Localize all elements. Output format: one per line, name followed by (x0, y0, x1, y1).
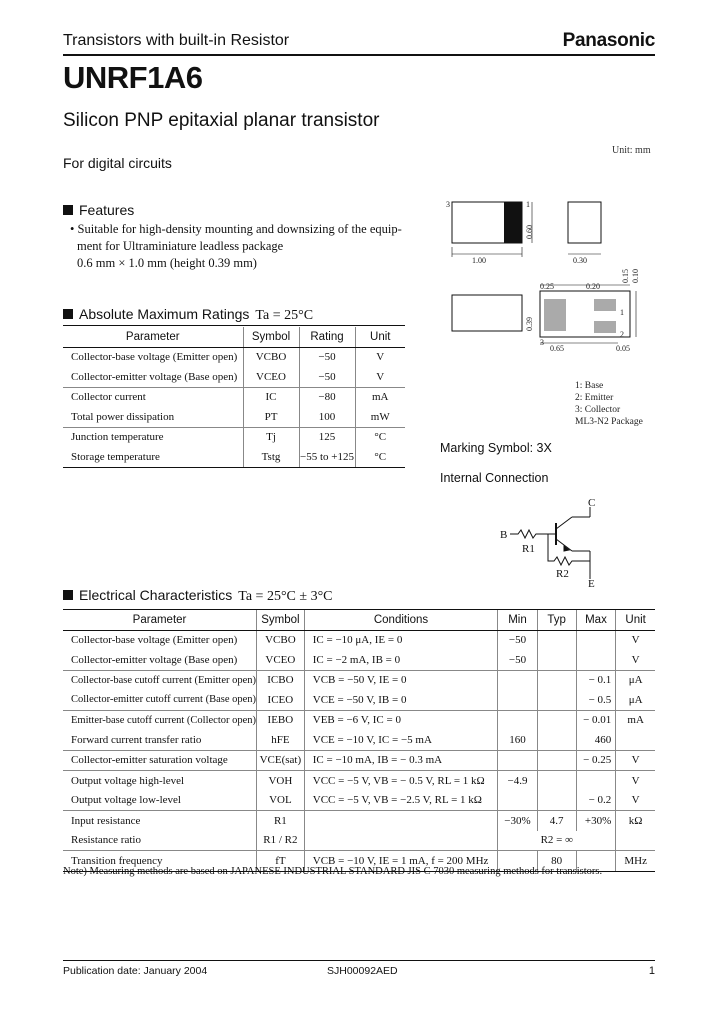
cell-conditions: VCC = −5 V, VB = −2.5 V, RL = 1 kΩ (304, 791, 498, 811)
r2-label: R2 (556, 568, 569, 580)
cell-param: Collector-emitter cutoff current (Base open) (71, 694, 257, 706)
cell-conditions: IC = −10 mA, IB = − 0.3 mA (304, 750, 498, 771)
cell-min (498, 710, 537, 730)
pad-1 (544, 299, 566, 331)
section-bullet-icon (63, 205, 73, 215)
cell-conditions: VCE = −10 V, IC = −5 mA (304, 730, 498, 750)
cell-symbol: VOH (257, 771, 305, 791)
ec-header-symbol: Symbol (257, 610, 305, 630)
cell-symbol: VOL (257, 791, 305, 811)
cell-min: −50 (498, 650, 537, 670)
features-title-text: Features (79, 202, 135, 218)
table-row (63, 347, 405, 367)
cell-typ (537, 710, 576, 730)
dim-pin-height-b: 0.10 (631, 269, 640, 283)
cell-typ (537, 771, 576, 791)
svg-text:3: 3 (446, 200, 450, 209)
table-row (63, 710, 655, 730)
application-text: For digital circuits (63, 155, 172, 171)
cell-symbol: IEBO (257, 710, 305, 730)
cell-unit: mA (616, 710, 655, 730)
cell-conditions (304, 811, 498, 831)
cell-typ: 4.7 (537, 811, 576, 831)
section-bullet-icon (63, 309, 73, 319)
dim-pad-span: 0.65 (550, 344, 564, 353)
cell-min: 160 (498, 730, 537, 750)
pin-legend-1: 1: Base (575, 381, 604, 391)
cell-min (498, 791, 537, 811)
cell-symbol: Tj (243, 427, 299, 447)
amr-table (63, 327, 405, 468)
amr-header-symbol: Symbol (243, 327, 299, 347)
cell-typ (537, 730, 576, 750)
cell-param: Collector-base voltage (Emitter open) (71, 351, 238, 364)
cell-rating: −55 to +125 (299, 447, 355, 467)
cell-param: Forward current transfer ratio (71, 733, 202, 746)
package-drawing (440, 195, 660, 355)
ec-header-max: Max (576, 610, 616, 630)
dim-pad-pitch: 0.20 (586, 282, 600, 291)
cell-symbol: Tstg (243, 447, 299, 467)
dim-side-width: 0.30 (573, 256, 587, 265)
pin-legend-2: 2: Emitter (575, 393, 614, 403)
cell-typ: 80 (537, 851, 576, 872)
package-side-view (452, 295, 522, 331)
r1-label: R1 (522, 543, 535, 555)
cell-unit: °C (355, 447, 405, 467)
cell-unit: V (355, 347, 405, 367)
cell-max (576, 630, 616, 650)
cell-unit: kΩ (616, 811, 655, 831)
cell-max: +30% (576, 811, 616, 831)
ec-title-text: Electrical Characteristics (79, 587, 233, 603)
feature-line-3: 0.6 mm × 1.0 mm (height 0.39 mm) (77, 256, 257, 270)
cell-param: Collector-emitter voltage (Base open) (71, 370, 238, 383)
cell-conditions (304, 831, 498, 851)
cell-max: − 0.2 (576, 791, 616, 811)
table-row (63, 690, 655, 710)
pin-legend (575, 380, 643, 428)
internal-connection-title: Internal Connection (440, 471, 549, 485)
dim-width-top: 1.00 (472, 256, 486, 265)
ec-table (63, 610, 655, 872)
ec-header-min: Min (498, 610, 537, 630)
publication-date: Publication date: January 2004 (63, 965, 208, 977)
cell-param: Junction temperature (63, 427, 243, 447)
cell-param: Collector-base cutoff current (Emitter open) (63, 670, 257, 690)
cell-symbol: ICEO (257, 690, 305, 710)
svg-text:1: 1 (620, 308, 624, 317)
cell-param: Output voltage high-level (63, 771, 257, 791)
table-row (63, 447, 405, 467)
cell-unit: V (616, 750, 655, 771)
cell-conditions: IC = −2 mA, IB = 0 (304, 650, 498, 670)
cell-conditions: VCE = −50 V, IB = 0 (304, 690, 498, 710)
feature-line-1: Suitable for high-density mounting and downsizing of the equip- (77, 222, 402, 236)
footer-rule (63, 960, 655, 961)
cell-max: − 0.5 (576, 690, 616, 710)
cell-max: − 0.01 (576, 710, 616, 730)
table-row (63, 650, 655, 670)
cell-param: Collector-base voltage (Emitter open) (71, 634, 238, 647)
cell-symbol: fT (257, 851, 305, 872)
svg-text:3: 3 (540, 338, 544, 347)
cell-symbol: VCBO (243, 347, 299, 367)
cell-typ (537, 750, 576, 771)
package-end-view (568, 202, 601, 243)
ec-header-conditions: Conditions (304, 610, 498, 630)
cell-param: Output voltage low-level (71, 794, 181, 807)
cell-typ (537, 791, 576, 811)
measurement-note: Note) Measuring methods are based on JAPANESE INDUSTRIAL STANDARD JIS C 7030 measuring methods for transistors. (63, 866, 603, 877)
amr-title (63, 306, 313, 324)
cell-min: −50 (498, 630, 537, 650)
cell-typ: R2 = ∞ (498, 831, 616, 851)
internal-connection-schematic (490, 495, 620, 587)
cell-param: Collector-emitter saturation voltage (63, 750, 257, 771)
cell-unit: μA (616, 690, 655, 710)
amr-header-unit: Unit (355, 327, 405, 347)
cell-unit: mW (355, 407, 405, 427)
cell-unit: V (616, 630, 655, 650)
ec-condition: Ta = 25°C ± 3°C (238, 589, 333, 604)
table-row (63, 831, 655, 851)
unit-label: Unit: mm (612, 145, 651, 156)
subtitle: Silicon PNP epitaxial planar transistor (63, 110, 380, 131)
amr-header-parameter: Parameter (63, 327, 243, 347)
cell-param: Resistance ratio (71, 834, 141, 847)
cell-unit: V (616, 791, 655, 811)
cell-min (498, 750, 537, 771)
terminal-c-label: C (588, 497, 596, 509)
cell-param: Input resistance (63, 811, 257, 831)
amr-top-rule (63, 325, 405, 326)
cell-rating: 100 (299, 407, 355, 427)
cell-symbol: PT (243, 407, 299, 427)
cell-max (576, 650, 616, 670)
marking-symbol: Marking Symbol: 3X (440, 441, 552, 455)
table-row (63, 811, 655, 831)
cell-min: −30% (498, 811, 537, 831)
cell-unit: MHz (616, 851, 655, 872)
pad-3 (594, 299, 616, 311)
features-body (70, 221, 410, 272)
cell-unit: mA (355, 387, 405, 407)
cell-max: − 0.25 (576, 750, 616, 771)
cell-unit: V (616, 650, 655, 670)
table-row (63, 387, 405, 407)
table-row (63, 630, 655, 650)
amr-condition: Ta = 25°C (255, 308, 314, 323)
ec-header-parameter: Parameter (63, 610, 257, 630)
feature-line-2: ment for Ultraminiature leadless package (77, 239, 284, 253)
ec-header-unit: Unit (616, 610, 655, 630)
cell-symbol: VCE(sat) (257, 750, 305, 771)
cell-rating: −50 (299, 367, 355, 387)
cell-max (576, 771, 616, 791)
terminal-b-label: B (500, 529, 508, 541)
cell-unit: μA (616, 670, 655, 690)
cell-symbol: ICBO (257, 670, 305, 690)
dim-height-top: 0.60 (525, 225, 534, 239)
dim-height-side: 0.39 (525, 317, 534, 331)
cell-unit: V (616, 771, 655, 791)
ec-title (63, 587, 333, 605)
cell-rating: −80 (299, 387, 355, 407)
dim-pad-gap: 0.05 (616, 344, 630, 353)
cell-typ (537, 690, 576, 710)
amr-header-rating: Rating (299, 327, 355, 347)
cell-typ (537, 630, 576, 650)
cell-conditions: VCC = −5 V, VB = − 0.5 V, RL = 1 kΩ (304, 771, 498, 791)
cell-symbol: IC (243, 387, 299, 407)
terminal-e-label: E (588, 578, 595, 587)
page-number: 1 (648, 965, 655, 977)
cell-param: Collector current (63, 387, 243, 407)
cell-param: Emitter-base cutoff current (Collector open) (63, 710, 257, 730)
document-code: SJH00092AED (327, 965, 398, 977)
cell-conditions: VEB = −6 V, IC = 0 (304, 710, 498, 730)
table-row (63, 367, 405, 387)
pad-2 (594, 321, 616, 333)
cell-param: Total power dissipation (71, 410, 175, 423)
cell-symbol: VCEO (257, 650, 305, 670)
svg-text:1: 1 (526, 200, 530, 209)
part-number: UNRF1A6 (63, 60, 203, 95)
svg-text:2: 2 (620, 330, 624, 339)
table-row (63, 791, 655, 811)
cell-symbol: R1 / R2 (257, 831, 305, 851)
cell-rating: −50 (299, 347, 355, 367)
cell-min: −4.9 (498, 771, 537, 791)
cell-conditions: VCB = −10 V, IE = 1 mA, f = 200 MHz (304, 851, 498, 872)
amr-title-text: Absolute Maximum Ratings (79, 306, 250, 322)
table-row (63, 771, 655, 791)
cell-typ (537, 650, 576, 670)
cell-conditions: IC = −10 μA, IE = 0 (304, 630, 498, 650)
cell-conditions: VCB = −50 V, IE = 0 (304, 670, 498, 690)
table-row (63, 407, 405, 427)
cell-symbol: hFE (257, 730, 305, 750)
table-row (63, 427, 405, 447)
cell-min (498, 670, 537, 690)
cell-rating: 125 (299, 427, 355, 447)
cell-max: 460 (576, 730, 616, 750)
ec-header-typ: Typ (537, 610, 576, 630)
cell-min (498, 690, 537, 710)
cell-symbol: VCBO (257, 630, 305, 650)
cell-param: Transition frequency (63, 851, 257, 872)
cell-typ (537, 670, 576, 690)
bullet-icon: • (70, 222, 78, 236)
cell-unit: V (355, 367, 405, 387)
table-row (63, 750, 655, 771)
cell-unit: °C (355, 427, 405, 447)
package-index-mark (504, 202, 522, 243)
dim-pin-height-a: 0.15 (621, 269, 630, 283)
header-rule (63, 54, 655, 56)
cell-symbol: R1 (257, 811, 305, 831)
dim-pad-width: 0.25 (540, 282, 554, 291)
brand-logo: Panasonic (562, 30, 655, 51)
cell-max: − 0.1 (576, 670, 616, 690)
resistor-r1 (510, 530, 556, 538)
features-title (63, 202, 134, 218)
package-name: ML3-N2 Package (575, 417, 643, 427)
cell-unit (616, 730, 655, 750)
table-row (63, 670, 655, 690)
cell-param: Storage temperature (63, 447, 243, 467)
cell-symbol: VCEO (243, 367, 299, 387)
pin-legend-3: 3: Collector (575, 405, 621, 415)
cell-param: Collector-emitter voltage (Base open) (71, 653, 238, 666)
table-row (63, 730, 655, 750)
series-title: Transistors with built-in Resistor (63, 32, 290, 49)
section-bullet-icon (63, 590, 73, 600)
cell-unit (616, 831, 655, 851)
